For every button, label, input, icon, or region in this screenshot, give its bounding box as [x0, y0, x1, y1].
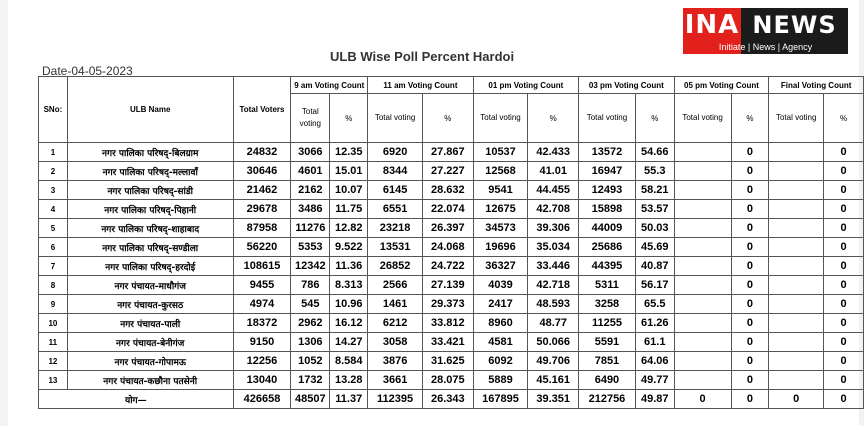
subheader-total-voting: Total voting	[291, 94, 330, 143]
table-cell: 2962	[291, 314, 330, 333]
table-cell	[769, 257, 824, 276]
logo-tagline-text: Initiate | News | Agency	[718, 42, 813, 52]
cell-sno: 4	[39, 200, 68, 219]
table-cell: 28.075	[422, 371, 473, 390]
table-cell: 27.139	[422, 276, 473, 295]
table-cell: 3058	[368, 333, 423, 352]
table-cell	[769, 219, 824, 238]
table-cell: 12.82	[330, 219, 368, 238]
cell-sno: 11	[39, 333, 68, 352]
cell-sno: 5	[39, 219, 68, 238]
table-cell: 6092	[473, 352, 528, 371]
header-ulb-name: ULB Name	[67, 77, 233, 143]
table-cell: 1461	[368, 295, 423, 314]
table-cell: 54.66	[635, 143, 674, 162]
table-cell: 6490	[579, 371, 636, 390]
table-cell: 10537	[473, 143, 528, 162]
table-cell: 48.77	[528, 314, 579, 333]
table-cell: 45.161	[528, 371, 579, 390]
total-cell: 26.343	[422, 390, 473, 409]
total-cell: 0	[731, 390, 769, 409]
table-cell: 33.446	[528, 257, 579, 276]
subheader-percent: %	[731, 94, 769, 143]
table-cell: 45.69	[635, 238, 674, 257]
cell-ulb-name: नगर पंचायत-कुरसठ	[67, 295, 233, 314]
table-cell	[769, 314, 824, 333]
table-cell	[769, 371, 824, 390]
table-cell: 9.522	[330, 238, 368, 257]
table-cell: 24832	[233, 143, 291, 162]
cell-ulb-name: नगर पंचायत-बेनीगंज	[67, 333, 233, 352]
total-cell: 0	[769, 390, 824, 409]
table-cell: 0	[731, 371, 769, 390]
table-cell: 0	[824, 181, 864, 200]
logo-ina: INA	[683, 8, 741, 54]
table-cell: 786	[291, 276, 330, 295]
table-cell: 4601	[291, 162, 330, 181]
table-cell: 65.5	[635, 295, 674, 314]
table-cell: 4974	[233, 295, 291, 314]
table-cell: 12568	[473, 162, 528, 181]
table-cell: 11.75	[330, 200, 368, 219]
table-cell: 3876	[368, 352, 423, 371]
cell-ulb-name: नगर पालिका परिषद्-हरदोई	[67, 257, 233, 276]
table-cell: 42.718	[528, 276, 579, 295]
table-row	[39, 238, 864, 257]
header-03pm: 03 pm Voting Count	[579, 77, 675, 94]
table-cell: 61.26	[635, 314, 674, 333]
table-cell: 14.27	[330, 333, 368, 352]
table-cell: 5311	[579, 276, 636, 295]
table-cell: 15898	[579, 200, 636, 219]
header-total-voters: Total Voters	[233, 77, 291, 143]
total-cell: 39.351	[528, 390, 579, 409]
table-cell: 108615	[233, 257, 291, 276]
table-cell: 56220	[233, 238, 291, 257]
table-cell: 3258	[579, 295, 636, 314]
table-row	[39, 276, 864, 295]
table-cell: 5889	[473, 371, 528, 390]
cell-sno: 2	[39, 162, 68, 181]
table-cell: 26852	[368, 257, 423, 276]
table-cell: 29678	[233, 200, 291, 219]
table-cell: 34573	[473, 219, 528, 238]
table-cell: 12675	[473, 200, 528, 219]
cell-sno: 9	[39, 295, 68, 314]
table-cell: 9455	[233, 276, 291, 295]
table-cell: 0	[824, 143, 864, 162]
poll-table	[38, 76, 864, 409]
table-cell	[769, 143, 824, 162]
table-cell: 8.584	[330, 352, 368, 371]
table-cell: 5353	[291, 238, 330, 257]
table-cell: 26.397	[422, 219, 473, 238]
table-row	[39, 352, 864, 371]
table-cell: 42.708	[528, 200, 579, 219]
table-cell	[769, 238, 824, 257]
total-cell: 167895	[473, 390, 528, 409]
table-cell	[674, 257, 731, 276]
table-cell: 0	[731, 181, 769, 200]
table-cell: 0	[824, 219, 864, 238]
table-cell: 0	[731, 352, 769, 371]
table-cell: 39.306	[528, 219, 579, 238]
table-row	[39, 371, 864, 390]
total-cell: 212756	[579, 390, 636, 409]
table-cell: 0	[731, 200, 769, 219]
table-cell	[674, 276, 731, 295]
table-cell: 11276	[291, 219, 330, 238]
cell-ulb-name: नगर पालिका परिषद्-शाहाबाद	[67, 219, 233, 238]
subheader-total-voting: Total voting	[579, 94, 636, 143]
table-cell: 0	[824, 371, 864, 390]
table-cell	[674, 200, 731, 219]
table-cell: 0	[731, 333, 769, 352]
table-cell: 0	[731, 143, 769, 162]
table-cell: 2566	[368, 276, 423, 295]
table-row	[39, 162, 864, 181]
subheader-total-voting: Total voting	[368, 94, 423, 143]
table-cell: 16947	[579, 162, 636, 181]
table-cell: 87958	[233, 219, 291, 238]
header-sno: SNo:	[39, 77, 68, 143]
table-cell: 0	[731, 276, 769, 295]
table-cell: 1052	[291, 352, 330, 371]
header-final: Final Voting Count	[769, 77, 864, 94]
table-cell: 12256	[233, 352, 291, 371]
table-cell: 1306	[291, 333, 330, 352]
total-label: योग—	[39, 390, 234, 409]
table-cell: 40.87	[635, 257, 674, 276]
table-cell: 0	[824, 200, 864, 219]
table-row	[39, 333, 864, 352]
subheader-percent: %	[824, 94, 864, 143]
table-cell: 49.77	[635, 371, 674, 390]
table-cell: 6145	[368, 181, 423, 200]
cell-ulb-name: नगर पंचायत-माधौगंज	[67, 276, 233, 295]
table-cell: 11255	[579, 314, 636, 333]
table-cell: 0	[824, 333, 864, 352]
subheader-percent: %	[635, 94, 674, 143]
table-cell: 5591	[579, 333, 636, 352]
table-cell: 0	[824, 314, 864, 333]
table-cell: 4581	[473, 333, 528, 352]
table-cell	[674, 162, 731, 181]
cell-ulb-name: नगर पालिका परिषद्-मल्लावाँ	[67, 162, 233, 181]
table-cell	[769, 276, 824, 295]
subheader-percent: %	[422, 94, 473, 143]
cell-ulb-name: नगर पंचायत-पाली	[67, 314, 233, 333]
table-cell: 15.01	[330, 162, 368, 181]
table-cell: 2417	[473, 295, 528, 314]
table-cell: 13572	[579, 143, 636, 162]
table-cell: 4039	[473, 276, 528, 295]
header-01pm: 01 pm Voting Count	[473, 77, 578, 94]
table-cell: 41.01	[528, 162, 579, 181]
table-cell: 44395	[579, 257, 636, 276]
table-cell: 6920	[368, 143, 423, 162]
subheader-total-voting: Total voting	[674, 94, 731, 143]
table-cell: 29.373	[422, 295, 473, 314]
table-cell: 11.36	[330, 257, 368, 276]
table-cell: 0	[731, 295, 769, 314]
table-cell: 19696	[473, 238, 528, 257]
cell-sno: 6	[39, 238, 68, 257]
total-cell: 48507	[291, 390, 330, 409]
total-cell: 49.87	[635, 390, 674, 409]
table-cell: 9150	[233, 333, 291, 352]
table-cell: 22.074	[422, 200, 473, 219]
table-cell: 24.068	[422, 238, 473, 257]
table-cell: 49.706	[528, 352, 579, 371]
table-cell: 55.3	[635, 162, 674, 181]
table-cell	[769, 295, 824, 314]
cell-ulb-name: नगर पालिका परिषद्-बिलग्राम	[67, 143, 233, 162]
table-row	[39, 257, 864, 276]
table-cell: 10.96	[330, 295, 368, 314]
table-cell	[769, 333, 824, 352]
cell-ulb-name: नगर पालिका परिषद्-सांडी	[67, 181, 233, 200]
table-cell: 10.07	[330, 181, 368, 200]
table-cell: 8.313	[330, 276, 368, 295]
total-cell: 112395	[368, 390, 423, 409]
table-cell: 8344	[368, 162, 423, 181]
table-cell: 0	[731, 314, 769, 333]
table-cell	[769, 352, 824, 371]
page-title: ULB Wise Poll Percent Hardoi	[330, 49, 515, 64]
table-cell: 3661	[368, 371, 423, 390]
table-cell: 7851	[579, 352, 636, 371]
table-cell: 25686	[579, 238, 636, 257]
subheader-total-voting: Total voting	[769, 94, 824, 143]
table-cell: 23218	[368, 219, 423, 238]
table-cell	[674, 371, 731, 390]
table-cell: 8960	[473, 314, 528, 333]
table-cell: 0	[824, 295, 864, 314]
table-cell	[674, 181, 731, 200]
cell-sno: 10	[39, 314, 68, 333]
table-row	[39, 143, 864, 162]
cell-sno: 12	[39, 352, 68, 371]
table-cell: 0	[824, 276, 864, 295]
table-cell: 6551	[368, 200, 423, 219]
table-row	[39, 295, 864, 314]
table-cell: 0	[824, 352, 864, 371]
table-cell: 42.433	[528, 143, 579, 162]
table-cell: 24.722	[422, 257, 473, 276]
table-cell: 44.455	[528, 181, 579, 200]
date-label: Date-04-05-2023	[42, 64, 133, 78]
table-cell: 64.06	[635, 352, 674, 371]
table-cell: 21462	[233, 181, 291, 200]
total-cell: 426658	[233, 390, 291, 409]
header-05pm: 05 pm Voting Count	[674, 77, 769, 94]
table-cell: 50.03	[635, 219, 674, 238]
table-row	[39, 219, 864, 238]
table-cell: 1732	[291, 371, 330, 390]
table-row	[39, 314, 864, 333]
table-row	[39, 200, 864, 219]
cell-sno: 7	[39, 257, 68, 276]
table-cell: 545	[291, 295, 330, 314]
table-cell: 0	[731, 238, 769, 257]
header-9am: 9 am Voting Count	[291, 77, 368, 94]
table-cell: 35.034	[528, 238, 579, 257]
table-cell: 53.57	[635, 200, 674, 219]
table-row	[39, 181, 864, 200]
table-cell: 48.593	[528, 295, 579, 314]
table-cell	[674, 314, 731, 333]
table-cell	[674, 238, 731, 257]
subheader-percent: %	[528, 94, 579, 143]
table-cell: 0	[731, 162, 769, 181]
table-cell: 27.227	[422, 162, 473, 181]
table-cell: 0	[824, 162, 864, 181]
table-cell	[674, 143, 731, 162]
table-cell: 0	[731, 257, 769, 276]
table-cell: 12493	[579, 181, 636, 200]
logo-tagline	[683, 41, 848, 54]
left-margin	[0, 0, 8, 426]
table-cell	[674, 219, 731, 238]
table-cell: 33.421	[422, 333, 473, 352]
table-cell: 27.867	[422, 143, 473, 162]
table-cell: 3066	[291, 143, 330, 162]
table-cell: 36327	[473, 257, 528, 276]
table-cell: 6212	[368, 314, 423, 333]
table-cell: 61.1	[635, 333, 674, 352]
table-cell	[674, 333, 731, 352]
table-cell: 13040	[233, 371, 291, 390]
cell-ulb-name: नगर पंचायत-गोपामऊ	[67, 352, 233, 371]
cell-ulb-name: नगर पालिका परिषद्-सण्डीला	[67, 238, 233, 257]
logo-news: NEWS	[741, 8, 848, 54]
table-cell: 44009	[579, 219, 636, 238]
cell-sno: 8	[39, 276, 68, 295]
cell-sno: 13	[39, 371, 68, 390]
table-cell	[674, 295, 731, 314]
table-cell: 56.17	[635, 276, 674, 295]
total-cell: 11.37	[330, 390, 368, 409]
table-cell	[769, 162, 824, 181]
table-cell: 18372	[233, 314, 291, 333]
table-cell: 28.632	[422, 181, 473, 200]
total-row	[39, 390, 864, 409]
table-cell: 33.812	[422, 314, 473, 333]
table-cell: 13.28	[330, 371, 368, 390]
table-cell: 13531	[368, 238, 423, 257]
table-cell: 12342	[291, 257, 330, 276]
table-cell: 30646	[233, 162, 291, 181]
cell-ulb-name: नगर पंचायत-कछौना पतसेनी	[67, 371, 233, 390]
table-cell: 9541	[473, 181, 528, 200]
cell-sno: 3	[39, 181, 68, 200]
header-11am: 11 am Voting Count	[368, 77, 473, 94]
table-cell	[674, 352, 731, 371]
subheader-percent: %	[330, 94, 368, 143]
cell-sno: 1	[39, 143, 68, 162]
table-cell: 2162	[291, 181, 330, 200]
cell-ulb-name: नगर पालिका परिषद्-पिहानी	[67, 200, 233, 219]
table-cell: 3486	[291, 200, 330, 219]
table-cell: 31.625	[422, 352, 473, 371]
total-cell: 0	[824, 390, 864, 409]
table-cell: 0	[824, 257, 864, 276]
table-cell: 0	[731, 219, 769, 238]
table-cell: 58.21	[635, 181, 674, 200]
table-cell: 16.12	[330, 314, 368, 333]
table-cell: 12.35	[330, 143, 368, 162]
table-cell: 50.066	[528, 333, 579, 352]
ina-news-logo	[683, 8, 848, 54]
subheader-total-voting: Total voting	[473, 94, 528, 143]
table-cell	[769, 200, 824, 219]
table-cell: 0	[824, 238, 864, 257]
table-cell	[769, 181, 824, 200]
total-cell: 0	[674, 390, 731, 409]
